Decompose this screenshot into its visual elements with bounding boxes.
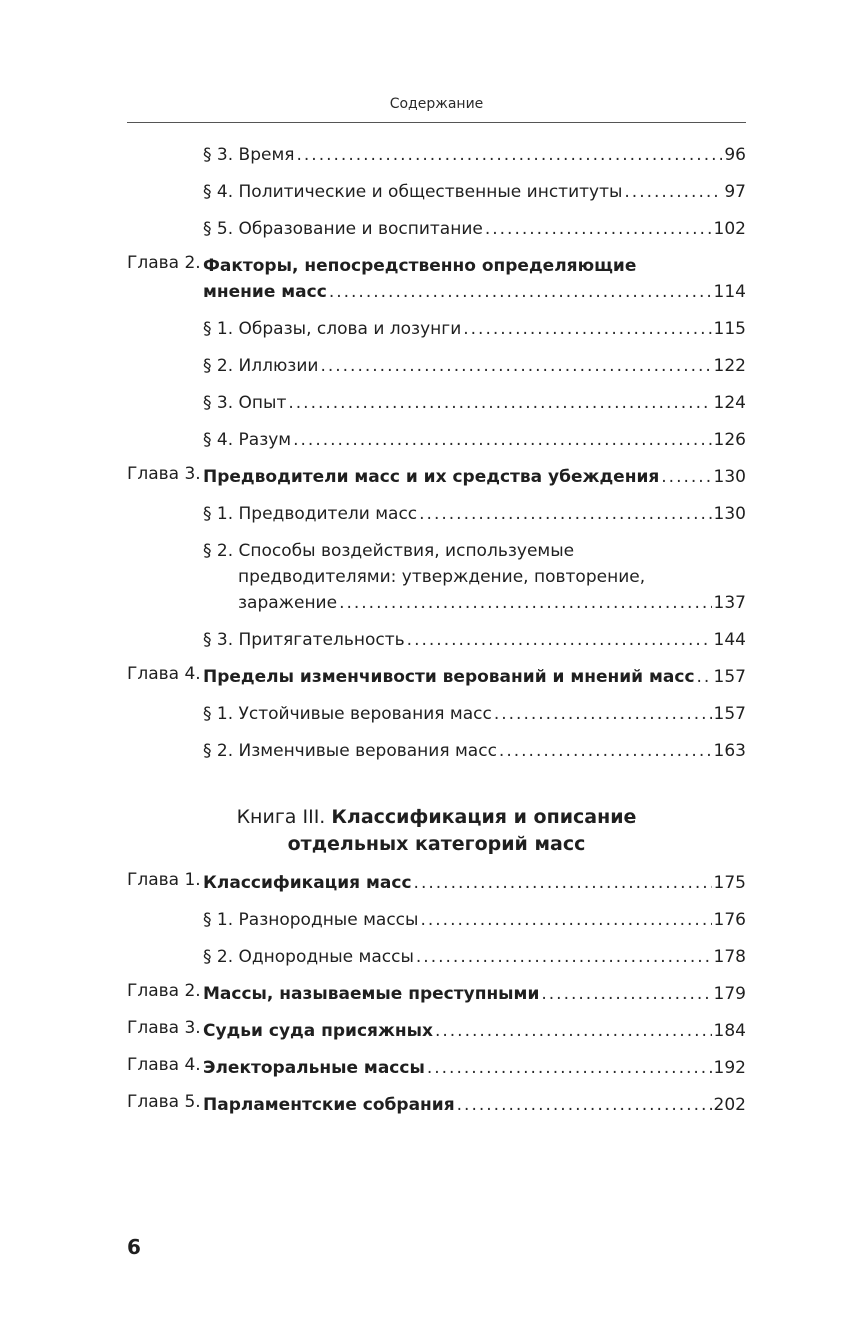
running-header: Содержание [389, 96, 484, 112]
toc-chapter-entry[interactable] [127, 1092, 746, 1118]
leader-dots [420, 907, 711, 933]
table-of-contents [127, 132, 746, 1118]
chapter-title: Массы, называемые преступными [203, 984, 540, 1004]
leader-dots [427, 1055, 712, 1081]
leader-dots [463, 316, 711, 342]
toc-entry[interactable] [127, 179, 746, 205]
chapter-title: Парламентские собрания [203, 1095, 455, 1115]
toc-page-number: 97 [724, 182, 746, 202]
toc-page-number: 157 [713, 667, 746, 687]
book-prefix: Книга III. [236, 806, 326, 828]
toc-entry-title-line3: заражение [238, 593, 338, 613]
leader-dots [494, 701, 712, 727]
toc-page-number: 163 [713, 741, 746, 761]
toc-chapter-entry[interactable] [127, 1018, 746, 1044]
toc-page-number: 137 [713, 593, 746, 613]
book-title-line1: Классификация и описание [331, 806, 637, 828]
toc-page-number: 114 [713, 282, 746, 302]
toc-page-number: 178 [713, 947, 746, 967]
chapter-label: Глава 4. [127, 1055, 201, 1075]
toc-entry-title: § 2. Иллюзии [203, 356, 319, 376]
toc-entry-title: § 4. Разум [203, 430, 292, 450]
leader-dots [414, 870, 712, 896]
toc-page-number: 130 [713, 504, 746, 524]
toc-entry[interactable] [127, 216, 746, 242]
toc-page-number: 179 [713, 984, 746, 1004]
toc-chapter-entry[interactable] [127, 664, 746, 690]
chapter-title: Классификация масс [203, 873, 412, 893]
toc-entry[interactable] [127, 427, 746, 453]
toc-entry[interactable] [127, 538, 746, 616]
toc-entry[interactable] [127, 944, 746, 970]
leader-dots [485, 216, 712, 242]
chapter-title-line1: Факторы, непосредственно определяющие [203, 256, 637, 276]
chapter-title: Судьи суда присяжных [203, 1021, 433, 1041]
toc-entry[interactable] [127, 627, 746, 653]
toc-entry-title: § 1. Предводители масс [203, 504, 418, 524]
chapter-label: Глава 3. [127, 464, 201, 484]
toc-page-number: 144 [713, 630, 746, 650]
toc-page-number: 130 [713, 467, 746, 487]
toc-page-number: 184 [713, 1021, 746, 1041]
leader-dots [697, 664, 712, 690]
toc-entry-title: § 1. Разнородные массы [203, 910, 419, 930]
chapter-title-line2: мнение масс [203, 282, 327, 302]
leader-dots [320, 353, 711, 379]
toc-entry-title: § 1. Образы, слова и лозунги [203, 319, 462, 339]
toc-chapter-entry[interactable] [127, 1055, 746, 1081]
toc-page-number: 115 [713, 319, 746, 339]
chapter-label: Глава 2. [127, 981, 201, 1001]
toc-page-number: 175 [713, 873, 746, 893]
toc-chapter-entry[interactable] [127, 981, 746, 1007]
toc-page-number: 176 [713, 910, 746, 930]
leader-dots [416, 944, 712, 970]
leader-dots [293, 427, 711, 453]
toc-page-number: 126 [713, 430, 746, 450]
toc-chapter-entry[interactable] [127, 870, 746, 896]
chapter-label: Глава 1. [127, 870, 201, 890]
leader-dots [499, 738, 712, 764]
toc-entry[interactable] [127, 142, 746, 168]
toc-entry[interactable] [127, 316, 746, 342]
header-divider [127, 122, 746, 123]
toc-entry-title-line2: предводителями: утверждение, повторение, [238, 567, 646, 587]
book-heading [127, 804, 746, 858]
toc-entry-title-line1: § 2. Способы воздействия, используемые [203, 541, 575, 561]
leader-dots [297, 142, 723, 168]
toc-entry-title: § 2. Однородные массы [203, 947, 414, 967]
toc-entry-title: § 3. Притягательность [203, 630, 405, 650]
toc-page-number: 96 [724, 145, 746, 165]
leader-dots [435, 1018, 712, 1044]
toc-page-number: 122 [713, 356, 746, 376]
toc-entry[interactable] [127, 353, 746, 379]
toc-entry-title: § 5. Образование и воспитание [203, 219, 483, 239]
toc-entry-title: § 3. Время [203, 145, 295, 165]
chapter-title: Предводители масс и их средства убеждения [203, 467, 660, 487]
toc-entry[interactable] [127, 738, 746, 764]
toc-entry-title: § 3. Опыт [203, 393, 287, 413]
chapter-label: Глава 3. [127, 1018, 201, 1038]
toc-entry-title: § 1. Устойчивые верования масс [203, 704, 492, 724]
leader-dots [661, 464, 711, 490]
toc-chapter-entry[interactable] [127, 253, 746, 305]
toc-entry[interactable] [127, 390, 746, 416]
leader-dots [407, 627, 712, 653]
leader-dots [457, 1092, 712, 1118]
leader-dots [541, 981, 711, 1007]
page-number: 6 [127, 1235, 141, 1259]
leader-dots [624, 179, 722, 205]
chapter-title: Электоральные массы [203, 1058, 425, 1078]
toc-entry-title: § 2. Изменчивые верования масс [203, 741, 497, 761]
toc-page-number: 202 [713, 1095, 746, 1115]
chapter-label: Глава 4. [127, 664, 201, 684]
toc-entry[interactable] [127, 701, 746, 727]
toc-page-number: 157 [713, 704, 746, 724]
leader-dots [288, 390, 711, 416]
book-title-line2: отдельных категорий масс [287, 833, 586, 855]
chapter-label: Глава 5. [127, 1092, 201, 1112]
toc-entry[interactable] [127, 907, 746, 933]
leader-dots [339, 590, 711, 616]
toc-chapter-entry[interactable] [127, 464, 746, 490]
chapter-label: Глава 2. [127, 253, 201, 273]
leader-dots [329, 279, 712, 305]
chapter-title: Пределы изменчивости верований и мнений масс [203, 667, 695, 687]
leader-dots [419, 501, 711, 527]
toc-entry-title: § 4. Политические и общественные институты [203, 182, 623, 202]
toc-page-number: 192 [713, 1058, 746, 1078]
toc-page-number: 124 [713, 393, 746, 413]
toc-entry[interactable] [127, 501, 746, 527]
toc-page-number: 102 [713, 219, 746, 239]
